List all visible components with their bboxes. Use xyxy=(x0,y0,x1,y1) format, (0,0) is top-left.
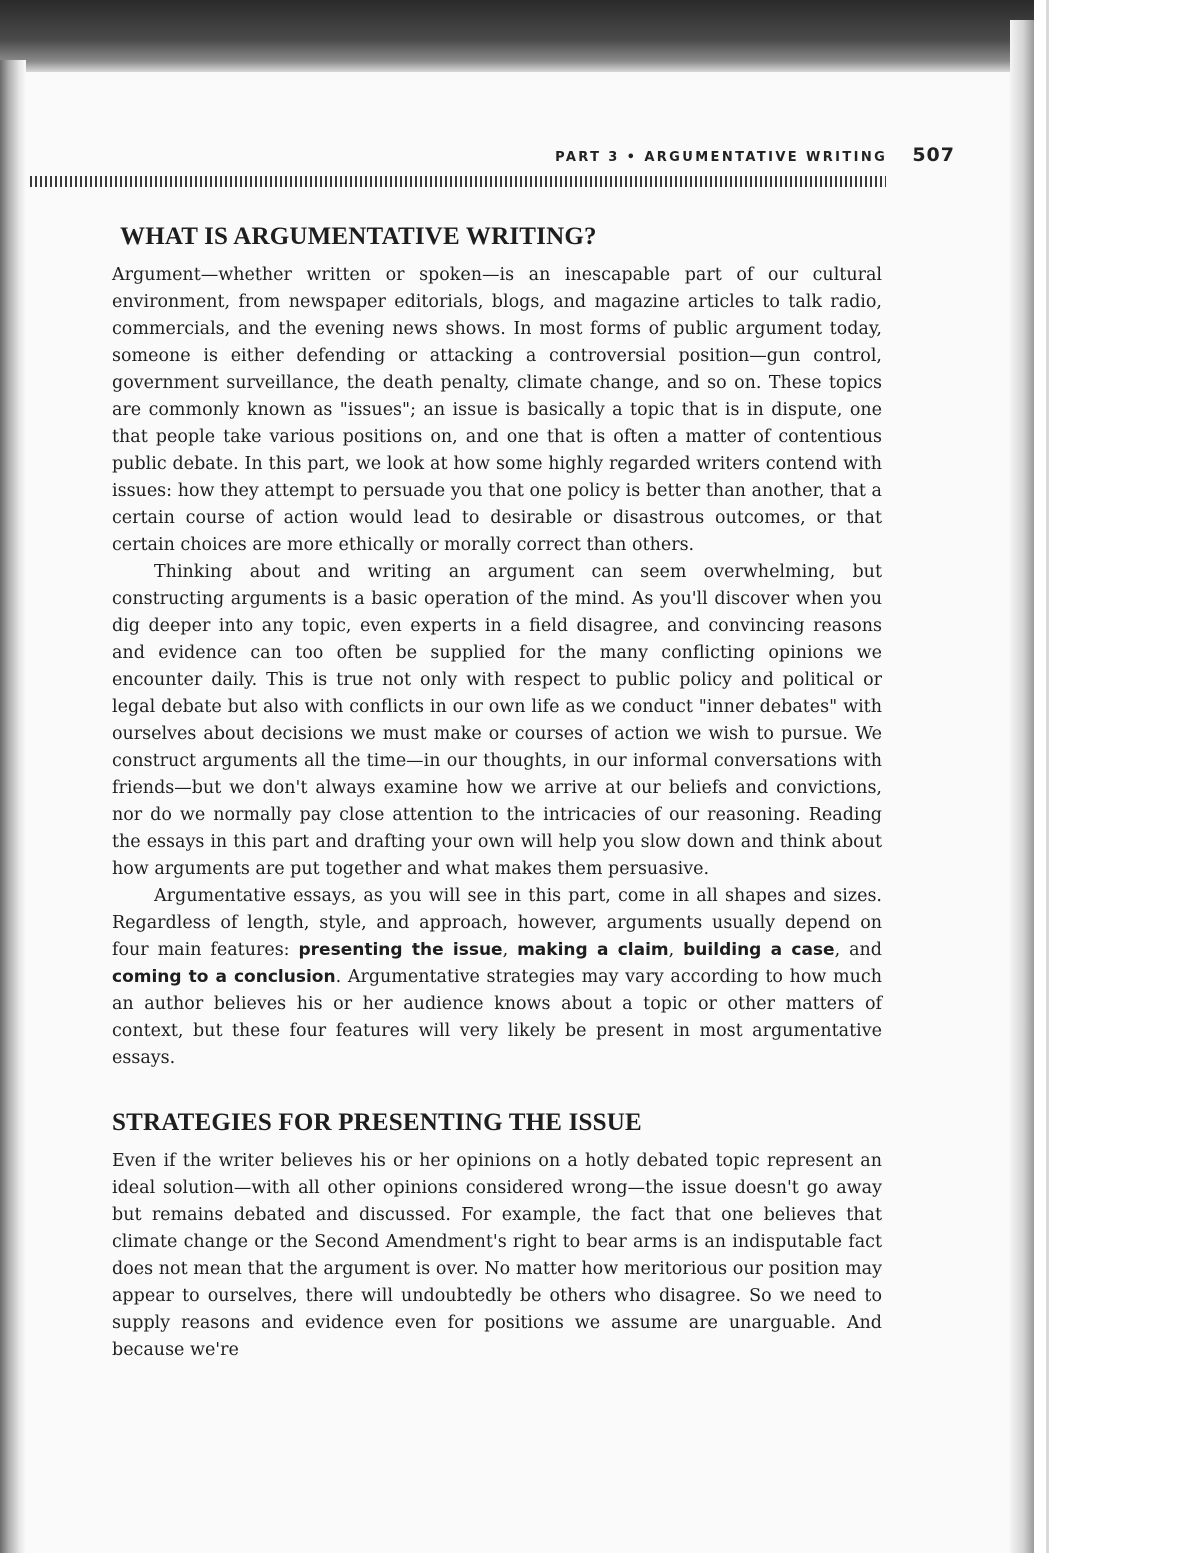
feature-coming-to-a-conclusion: coming to a conclusion xyxy=(112,967,336,987)
paragraph-2: Thinking about and writing an argument can seem overwhelming, but constructing arguments is a basic operation of the mind. As you'll discover when you dig deeper into any topic, even experts in a field disagree, and convincing reasons and evidence can too often be supplied for the many conflicting opinions we encounter daily. This is true not only with respect to public policy and political or legal debate but also with conflicts in our own life as we conduct "inner debates" with ourselves about decisions we must make or courses of action we wish to pursue. We construct arguments all the time—in our thoughts, in our informal conversations with friends—but we don't always examine how we arrive at our beliefs and convictions, nor do we normally pay close attention to the intricacies of our reasoning. Reading the essays in this part and drafting your own will help you slow down and think about how arguments are put together and what makes them persuasive. xyxy=(112,562,882,879)
separator: , xyxy=(502,940,518,960)
paragraph-3 xyxy=(112,883,882,1072)
paragraph-3-intro: Argumentative essays, as you will see in this part, come in all shapes and sizes. Regardless of length, style, and approach, however, arguments usually depend on four main features: xyxy=(112,886,882,960)
running-header xyxy=(330,144,955,166)
feature-building-a-case: building a case xyxy=(683,940,835,960)
paragraph-4: Even if the writer believes his or her opinions on a hotly debated topic represent an ideal solution—with all other opinions considered wrong—the issue doesn't go away but remains debated and discussed. For example, the fact that one believes that climate change or the Second Amendment's right to bear arms is an indisputable fact does not mean that the argument is over. No matter how meritorious our position may appear to ourselves, there will undoubtedly be others who disagree. So we need to supply reasons and evidence even for positions we assume are unarguable. And because we're xyxy=(112,1151,882,1360)
page-body xyxy=(112,222,882,1364)
header-rule xyxy=(30,176,886,187)
page-number: 507 xyxy=(912,144,955,166)
section-heading-what-is-argumentative-writing: WHAT IS ARGUMENTATIVE WRITING? xyxy=(120,223,597,250)
separator: , and xyxy=(834,940,882,960)
right-gutter-shadow xyxy=(1010,20,1034,1553)
paragraph-1: Argument—whether written or spoken—is an inescapable part of our cultural environment, from newspaper editorials, blogs, and magazine articles to talk radio, commercials, and the evening news shows. In most forms of public argument today, someone is either defending or attacking a controversial position—gun control, government surveillance, the death penalty, climate change, and so on. These topics are commonly known as "issues"; an issue is basically a topic that is in dispute, one that people take various positions on, and one that is often a matter of contentious public debate. In this part, we look at how some highly regarded writers contend with issues: how they attempt to persuade you that one policy is better than another, that a certain course of action would lead to desirable or disastrous outcomes, or that certain choices are more ethically or morally correct than others. xyxy=(112,265,882,555)
separator: , xyxy=(668,940,684,960)
page-margin-right xyxy=(1034,0,1200,1553)
part-label: PART 3 • ARGUMENTATIVE WRITING xyxy=(555,150,888,165)
left-scan-shadow xyxy=(0,60,26,1553)
top-scan-shadow xyxy=(0,0,1040,72)
paragraph-3-outro: . Argumentative strategies may vary according to how much an author believes his or her audience knows about a topic or other matters of context, but these four features will very likely be present in most argumentative essays. xyxy=(112,967,882,1068)
feature-making-a-claim: making a claim xyxy=(517,940,669,960)
section-heading-strategies-for-presenting-the-issue: STRATEGIES FOR PRESENTING THE ISSUE xyxy=(112,1109,642,1136)
feature-presenting-the-issue: presenting the issue xyxy=(298,940,503,960)
scanner-edge-line xyxy=(1046,0,1049,1553)
